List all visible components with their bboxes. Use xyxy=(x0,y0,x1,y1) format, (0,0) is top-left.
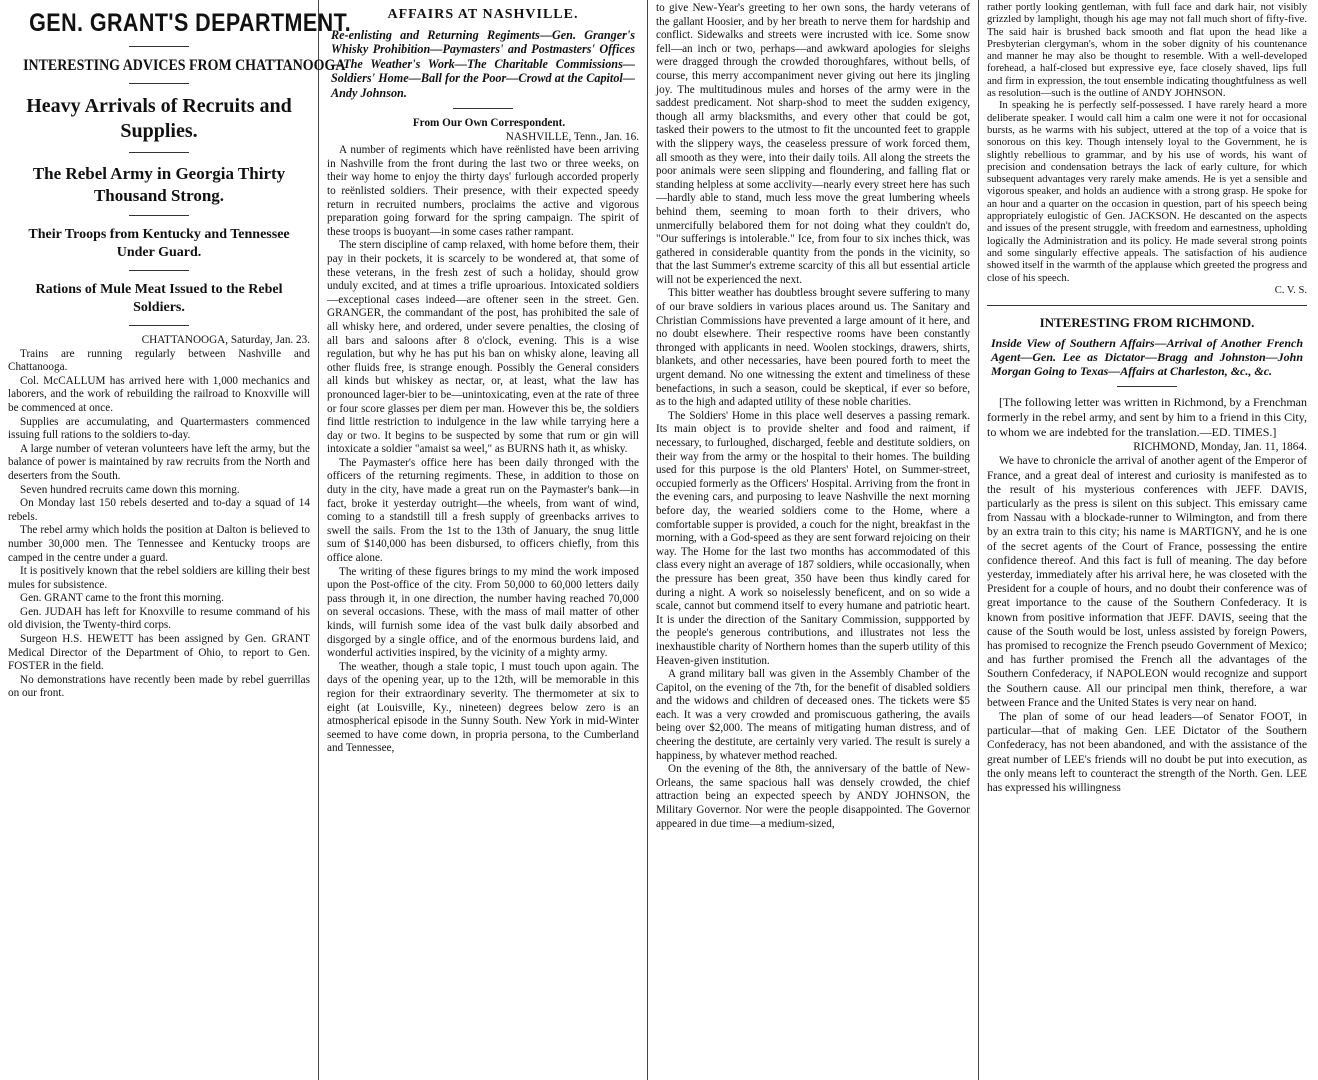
byline: From Our Own Correspondent. xyxy=(412,117,566,130)
paragraph: Supplies are accumulating, and Quartermasters commenced issuing full rations to the soldiers to-day. xyxy=(8,415,310,442)
paragraph: On Monday last 150 rebels deserted and to-day a squad of 14 rebels. xyxy=(8,497,310,523)
paragraph: to give New-Year's greeting to her own sons, the hardy veterans of the gallant Hoosier, and by her breath to nerve them for hardship and conflict. Sidewalks and streets were incrusted with ice. Some snow fell—an inch or two, perhaps—and awkward apologies for sleighs were dragged through the crowded thoroughfares, without bells, of course, this merry accompaniment never giving out here its jingling joy. The multitudinous mules and horses of the army were in the saddest predicament. Not sharp-shod to meet the sudden exigency, though all army blacksmiths, and every other that could be got, tasked their powers to the utmost to fit the uncounted feet to grapple with the slippery ways, the ceaseless pressure of work forced them, all smooth as they were, into their daily toils. All along the streets the poor animals were seen slipping and floundering, and falling flat or standing helpless at some acclivity—nearly every street here has such—hardly able to stand, much less move the great lumbering wheels behind them, seeming to moan forth to their drivers, who unmercifully belabored them for not doing what they couldn't do, "Our sufferings is intolerable." Ice, from four to six inches thick, was gathered in considerable quantity from the ponds in the vicinity, so that the last Summer's extreme scarcity of this all but essential article will not be experienced the next. xyxy=(656,2,970,286)
paragraph: Col. McCALLUM has arrived here with 1,000 mechanics and laborers, and the work of rebuilding the railroad to Knoxville will be commenced at once. xyxy=(8,374,310,414)
divider xyxy=(987,305,1307,306)
deck-kentucky-troops: Their Troops from Kentucky and Tennessee Under Guard. xyxy=(28,227,290,260)
divider xyxy=(453,108,513,109)
divider xyxy=(129,270,189,271)
divider xyxy=(129,215,189,216)
headline-nashville: AFFAIRS AT NASHVILLE. xyxy=(387,7,579,22)
paragraph: In speaking he is perfectly self-possessed. I have rarely heard a more deliberate speaker. I would call him a calm one were it not for occasional bursts, as he warms with his subject, uttered at the top of a voice that is sonorous on this key. Though intensely loyal to the Government, he is slightly rebellious to grammar, and by his use of words, his want of precision and condensation betrays the lack of early culture, for which subsequent advantages very rarely make amends. He is yet a sensible and vigorous speaker, and holds an audience with a strong grasp. He spoke for an hour and a quarter on the occasion in question, part of his speech being appropriately eulogistic of Gen. JACKSON. He descanted on the aspects and issues of the present struggle, with freedom and earnestness, upholding logically the Administration and its policy. He made several strong points and some singularly effective appeals. The satisfaction of his audience showed itself in the warmth of the applause which greeted the progress and close of his speech. xyxy=(987,100,1307,284)
headline-grant-department: GEN. GRANT'S DEPARTMENT. xyxy=(29,9,352,37)
editor-note: [The following letter was written in Richmond, by a Frenchman formerly in the rebel army, and sent by him to a friend in this City, to whom we are indebted for the translation.—ED. TIMES.] xyxy=(987,395,1307,440)
divider xyxy=(1117,386,1177,387)
divider xyxy=(129,46,189,47)
paragraph: A grand military ball was given in the Assembly Chamber of the Capitol, on the evening of the 7th, for the benefit of disabled soldiers and the widows and children of deceased ones. The tickets were $5 each. It was a very crowded and promiscuous gathering, the avails being over $2,000. The means of mitigating human distress, and of cheering the destitute, are certainly very varied. The result is surely a happiness, by whatever method reached. xyxy=(656,668,970,762)
subhead-chattanooga: INTERESTING ADVICES FROM CHATTANOOGA xyxy=(23,57,346,74)
paragraph: The writing of these figures brings to my mind the work imposed upon the Post-office of the city. From 50,000 to 60,000 letters daily pass through it, in one direction, the number having reached 70,000 on several occasions. These, with the mass of mail matter of other kinds, will furnish some idea of the vast bulk daily absorbed and disgorged by a single office, and of the enormous burdens laid, and wonderful activities inspired, by the vicinity of a mighty army. xyxy=(327,565,639,660)
paragraph: It is positively known that the rebel soldiers are killing their best mules for subsistence. xyxy=(8,565,310,591)
dateline-chattanooga: CHATTANOOGA, Saturday, Jan. 23. xyxy=(141,334,310,346)
deck-richmond: Inside View of Southern Affairs—Arrival of Another French Agent—Gen. Lee as Dictator—Bragg and Johnston—John Morgan Going to Texas—Affairs at Charleston, &c., &c. xyxy=(991,336,1303,379)
paragraph: We have to chronicle the arrival of another agent of the Emperor of France, and a great deal of interest and curiosity is manifested as to the result of his mysterious conferences with JEFF. DAVIS, particularly as the press is silent on this subject. This emissary came from Nassau with a blockade-runner to Wilmington, and from there by an extra train to this city; his name is MARTIGNY, and he is one of the secret agents of the Court of France, possessing the entire confidence thereof. And this fact is full of meaning. The day before yesterday, immediately after his arrival here, he was closeted with the President for a couple of hours, and no doubt their conference was of great importance to the cause of the Southern Confederacy. It is known from positive information that JEFF. DAVIS, seeing that the cause of the South would be lost, unless assisted by foreign Powers, has promised to recognize the French pseudo Government of Mexico; and has further promised the French all the advantages of the Southern Confederacy, if NAPOLEON would recognize and support the Southern cause. All our principal men think, therefore, a war between France and the United States is very near on hand. xyxy=(987,455,1307,709)
paragraph: The rebel army which holds the position at Dalton is believed to number 30,000 men. The Tennessee and Kentucky troops are camped in the centre under a guard. xyxy=(8,524,310,564)
deck-recruits-supplies: Heavy Arrivals of Recruits and Supplies. xyxy=(26,95,292,142)
headline-richmond: INTERESTING FROM RICHMOND. xyxy=(1039,315,1255,331)
divider xyxy=(129,325,189,326)
deck-nashville: Re-enlisting and Returning Regiments—Gen. Granger's Whisky Prohibition—Paymasters' and Postmasters' Offices—The Weather's Work—The Charitable Commissions—Soldiers' Home—Ball for the Poor—Crowd at the Capitol—Andy Johnson. xyxy=(331,28,635,100)
divider xyxy=(129,83,189,84)
paragraph: rather portly looking gentleman, with full face and dark hair, not visibly grizzled by lamplight, though his age may not fall much short of fifty-five. The said hair is brushed back smooth and flat upon the head like a Presbyterian clergyman's, whom in the sober dignity of his countenance and manner he may also be thought to resemble. With a well-developed forehead, a half-closed but expressive eye, face closely shaved, lips full and firm in expression, the tout ensemble indicating thoughtfulness as well as resolution—such is the outline of ANDY JOHNSON. xyxy=(987,2,1307,100)
column-nashville xyxy=(319,0,647,1080)
paragraph: The Paymaster's office here has been daily thronged with the officers of the returning regiments. These, in addition to those on duty in the city, have made a great run on the Paymaster's bank—in fact, broke it yesterday outright—the wheels, from want of wind, coming to a standstill till a fresh supply of greenbacks arrives to swell the sails. From the 1st to the 13th of January, the snug little sum of $140,000 has been disbursed, to officers chiefly, from this office alone. xyxy=(327,456,639,565)
paragraph: Gen. JUDAH has left for Knoxville to resume command of his old division, the Twenty-third corps. xyxy=(8,605,310,632)
paragraph: Surgeon H.S. HEWETT has been assigned by Gen. GRANT Medical Director of the Department of Ohio, to report to Gen. FOSTER in the field. xyxy=(8,633,310,673)
paragraph: On the evening of the 8th, the anniversary of the battle of New-Orleans, the same spacious hall was densely crowded, the chief attraction being an expected speech by ANDY JOHNSON, the Military Governor. Nor were the people disappointed. The Governor appeared in due time—a medium-sized, xyxy=(656,763,970,830)
paragraph: A number of regiments which have reënlisted have been arriving in Nashville from the front during the last two or three weeks, on their way home to enjoy the thirty days' furlough accorded properly to reënlisted soldiers. Their presence, with their expected speedy return in recruited numbers, proclaims the active and vigorous preparation going forward for the spring campaign. The spirit of these troops is buoyant—in some cases rather rampant. xyxy=(327,144,639,238)
divider xyxy=(129,152,189,153)
signature: C. V. S. xyxy=(1274,284,1307,296)
dateline-richmond: RICHMOND, Monday, Jan. 11, 1864. xyxy=(1133,441,1307,454)
paragraph: This bitter weather has doubtless brought severe suffering to many of our brave soldiers in various places around us. The Sanitary and Christian Commissions have prevented a large amount of it here, and no doubt elsewhere. Their respective rooms have been constantly thronged with applicants in need. Woolen stockings, drawers, shirts, blankets, and other necessaries, have been poured forth to meet the urgent demand. No one witnessing the extent and timeliness of these benefactions, in such a season, could be skeptical, if ever so before, as to the high and adapted utility of these noble charities. xyxy=(656,287,970,409)
paragraph: A large number of veteran volunteers have left the army, but the balance of power is maintained by raw recruits from the North and deserters from the South. xyxy=(8,442,310,482)
paragraph: No demonstrations have recently been made by rebel guerrillas on our front. xyxy=(8,673,310,700)
deck-rebel-army: The Rebel Army in Georgia Thirty Thousand Strong. xyxy=(32,164,286,205)
paragraph: Trains are running regularly between Nashville and Chattanooga. xyxy=(8,347,310,374)
deck-mule-meat: Rations of Mule Meat Issued to the Rebel Soldiers. xyxy=(35,282,283,315)
paragraph: Seven hundred recruits came down this morning. xyxy=(20,483,240,496)
paragraph: The weather, though a stale topic, I must touch upon again. The days of the opening year, up to the 12th, will be memorable in this region for their extraordinary severity. The thermometer at six to eight (at Louisville, Ky., nineteen) degrees below zero is an atmospherical episode in the Sunny South. New York in mid-Winter seemed to have come down, in propria persona, to the Cumberland and Tennessee, xyxy=(327,660,639,755)
paragraph: The stern discipline of camp relaxed, with home before them, their pay in their pockets, it is scarcely to be wondered at, that some of these veterans, in the fresh zest of such a holiday, should grow unduly excited, and at times a trifle uproarious. Intoxicated soldiers—exceptional cases indeed—are oftener seen in the street. Gen. GRANGER, the commandant of the post, has prohibited the sale of all whisky here, and ordered, under severe penalties, the closing of all bars and saloons after 8 o'clock, evening. This is a wise regulation, but why he has put his ban on whisky alone, leaving all other fluids free, is strange enough. Possibly the General considers all kinds but whiskey as nectar, or, at least, what the law has pronounced lager-bier to be—unintoxicating, even at the rate of three or four score glasses per diem per man. However this be, the soldiers find little restriction to indulgence in the law while tarrying here a day or two. It begins to be suspected by some that rum or gin will intoxicate a soldier "amaist sa weel," as BURNS hath it, as whisky. xyxy=(327,239,639,456)
column-richmond xyxy=(979,0,1315,1080)
paragraph: The plan of some of our head leaders—of Senator FOOT, in particular—that of making Gen. LEE Dictator of the Southern Confederacy, has not been abandoned, and with the assistance of the great number of LEE's friends will no doubt be put into execution, as the only means left to counteract the strength of the North. Gen. LEE has expressed his willingness xyxy=(987,710,1307,794)
column-grant-department xyxy=(0,0,352,1080)
dateline-nashville: NASHVILLE, Tenn., Jan. 16. xyxy=(505,130,639,143)
paragraph: The Soldiers' Home in this place well deserves a passing remark. Its main object is to provide shelter and food and raiment, if necessary, to furloughed, discharged, feeble and destitute soldiers, on their way from the army or the hospital to their homes. The building used for this purpose is the old Planters' Hotel, on Summer-street, occupied formerly as the Officers' Hospital. Arriving from the front in the evening cars, and purposing to leave Nashville the next morning before day, the wearied soldiers come to the Home, where a comfortable supper is provided, a couch for the night, breakfast in the morning, with a God-speed as they are sent forward rejoicing on their way. The Home for the last two months has accommodated of this class every night an average of 187 soldiers, while occasionally, when the pressure has been great, 350 have been thus kindly cared for during a night. A work so noiselessly beneficent, and on so wide a scale, cannot but commend itself to every humane and patriotic heart. It is under the direction of the Sanitary Commission, suppported by the people's generous contributions, and illustrates not less the inexhaustible charity of Northern homes than the superb utility of this Heaven-given institution. xyxy=(656,409,970,667)
paragraph: Gen. GRANT came to the front this morning. xyxy=(20,592,224,605)
column-nashville-continued xyxy=(648,0,978,1080)
